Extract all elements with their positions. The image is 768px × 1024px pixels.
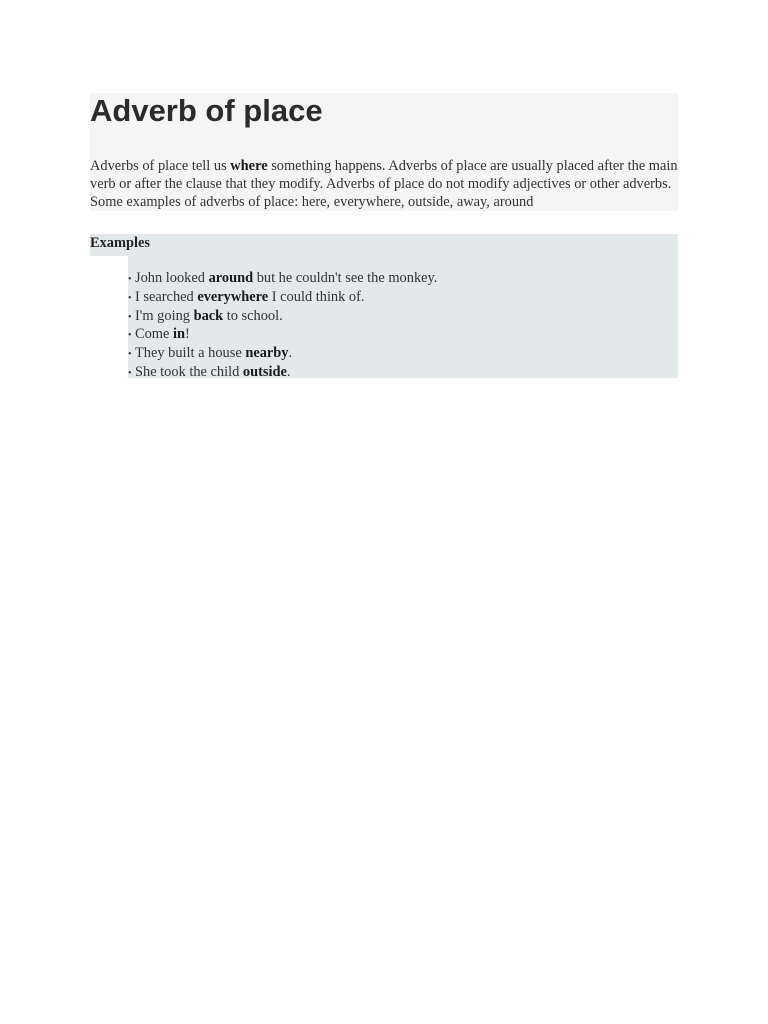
intro-section	[90, 93, 678, 211]
example-text-before: I searched	[135, 288, 198, 305]
bullet-icon: •	[128, 274, 132, 285]
example-text-after: but he couldn't see the monkey.	[253, 270, 438, 286]
bullet-icon: •	[128, 292, 132, 304]
example-adverb: back	[193, 307, 224, 324]
intro-bold-word: where	[230, 158, 268, 174]
example-text-before: They built a house	[135, 345, 246, 362]
list-item	[128, 345, 437, 364]
example-text-before: I'm going	[135, 307, 194, 324]
intro-text-before: Adverbs of place tell us	[90, 158, 231, 174]
example-text-after: !	[185, 326, 190, 343]
bullet-icon: •	[128, 311, 132, 323]
list-item	[128, 270, 437, 289]
list-item	[128, 289, 437, 308]
example-adverb: outside	[242, 363, 287, 380]
list-indent-gutter	[90, 256, 128, 378]
list-item	[128, 364, 437, 383]
example-adverb: everywhere	[197, 288, 269, 305]
example-adverb: around	[208, 270, 254, 286]
bullet-icon: •	[128, 330, 132, 342]
example-text-before: She took the child	[135, 363, 243, 380]
example-adverb: in	[172, 326, 185, 343]
example-text-after: to school.	[223, 307, 283, 324]
list-item	[128, 326, 437, 345]
example-text-before: Come	[135, 326, 173, 343]
intro-paragraph	[90, 157, 678, 211]
example-adverb: nearby	[245, 345, 289, 362]
example-text-before: John looked	[135, 270, 209, 286]
example-list	[128, 270, 437, 383]
example-text-after: I could think of.	[268, 288, 365, 305]
bullet-icon: •	[128, 367, 132, 379]
examples-heading: Examples	[90, 235, 150, 251]
example-text-after: .	[288, 345, 293, 362]
examples-section	[90, 234, 678, 378]
bullet-icon: •	[128, 349, 132, 361]
page-title: Adverb of place	[90, 93, 323, 128]
intro-text-after: something happens. Adverbs of place are usually placed after the main verb or after the clause that they modify. Adverbs of place do not modify adjectives or other adverbs. Some examples of adverbs of place: here, everywhere, outside, away, around	[90, 158, 678, 210]
example-text-after: .	[286, 363, 291, 380]
list-item	[128, 308, 437, 327]
